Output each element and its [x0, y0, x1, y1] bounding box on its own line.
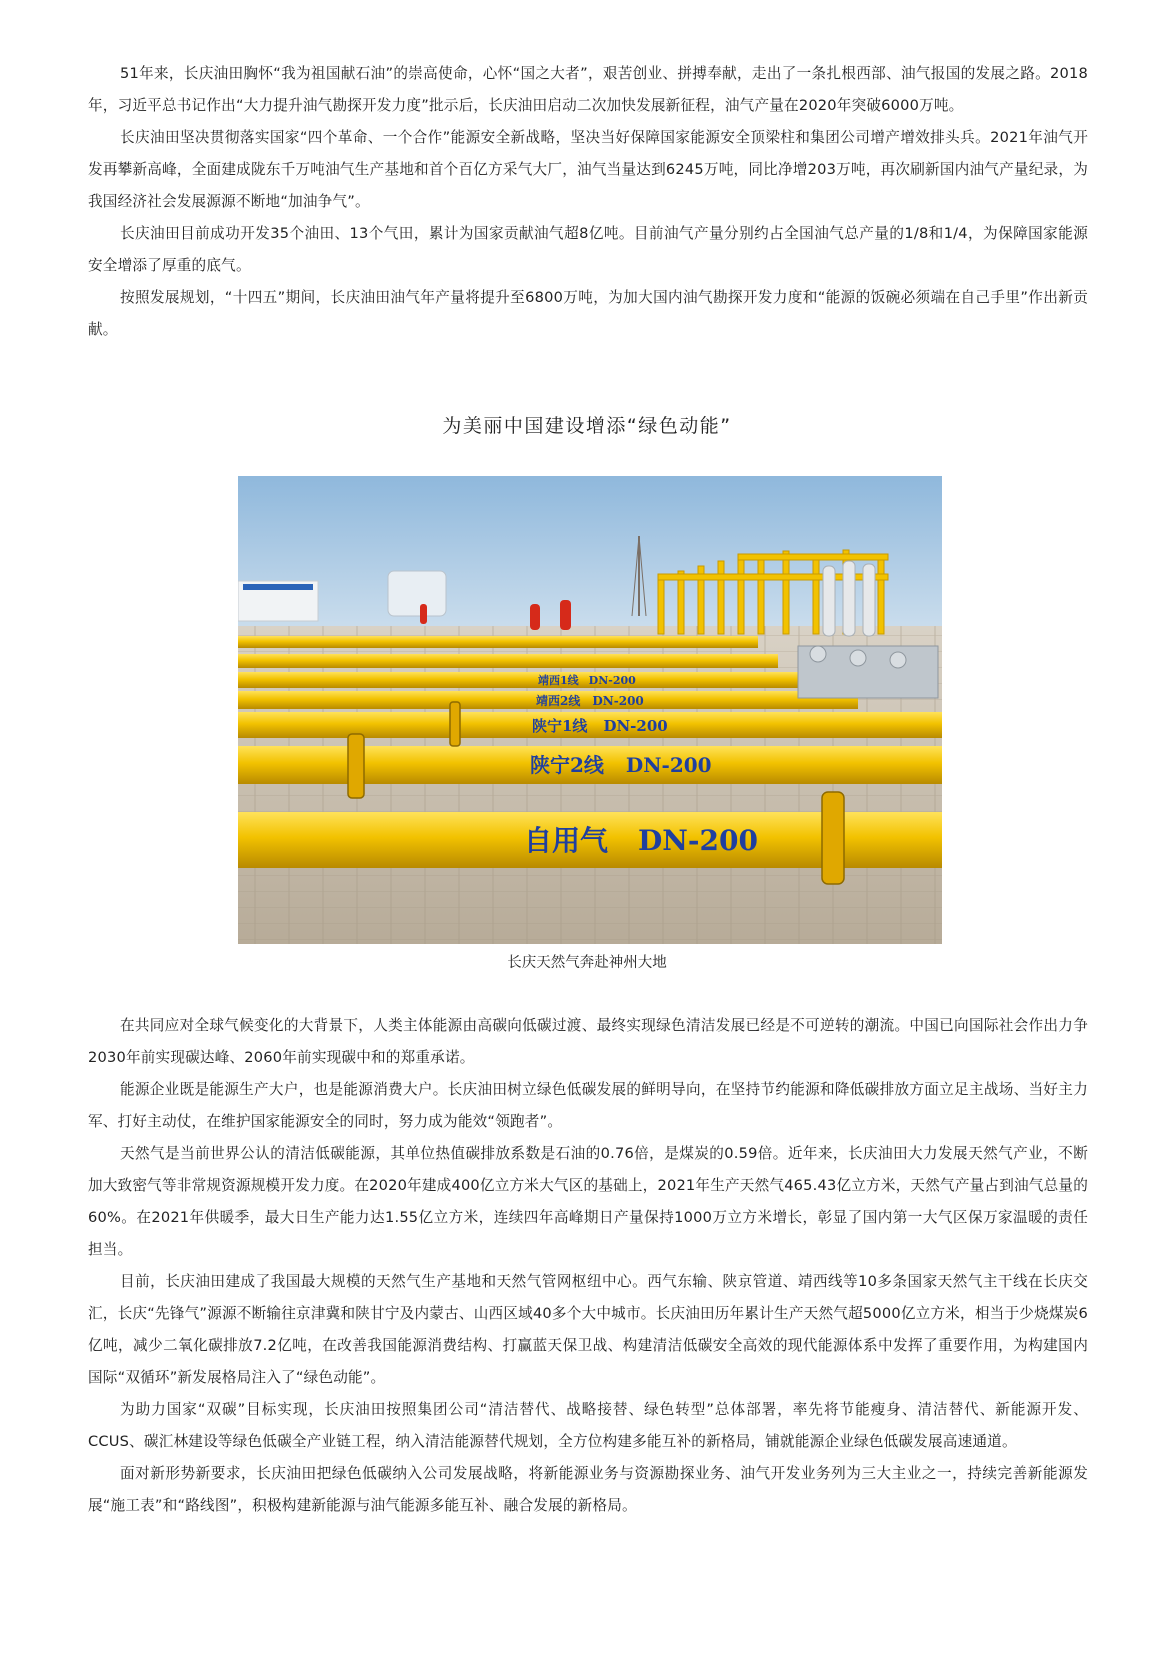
pipeline-photo	[238, 476, 942, 944]
photo-caption: 长庆天然气奔赴神州大地	[507, 955, 667, 971]
body-paragraph-6: 面对新形势新要求，长庆油田把绿色低碳纳入公司发展战略，将新能源业务与资源勘探业务、油气开发业务列为三大主业之一，持续完善新能源发展“施工表”和“路线图”，积极构建新能源与油气能源多能互补、融合发展的新格局。	[88, 1465, 1088, 1514]
body-paragraph-3: 天然气是当前世界公认的清洁低碳能源，其单位热值碳排放系数是石油的0.76倍，是煤炭的0.59倍。近年来，长庆油田大力发展天然气产业，不断加大致密气等非常规资源规模开发力度。在2020年建成400亿立方米大气区的基础上，2021年生产天然气465.43亿立方米，天然气产量占到油气总量的60%。在2021年供暖季，最大日生产能力达1.55亿立方米，连续四年高峰期日产量保持1000万立方米增长，彰显了国内第一大气区保万家温暖的责任担当。	[88, 1145, 1088, 1258]
section-heading: 为美丽中国建设增添“绿色动能”	[442, 415, 732, 437]
pipe-label-shanning1: 陕宁1线 DN-200	[532, 717, 668, 735]
pipe-label-jingxi1: 靖西1线 DN-200	[538, 674, 636, 687]
intro-text-block	[88, 58, 1088, 346]
body-paragraph-1: 在共同应对全球气候变化的大背景下，人类主体能源由高碳向低碳过渡、最终实现绿色清洁发展已经是不可逆转的潮流。中国已向国际社会作出力争2030年前实现碳达峰、2060年前实现碳中和的郑重承诺。	[88, 1017, 1088, 1066]
intro-paragraph-4: 按照发展规划，“十四五”期间，长庆油田油气年产量将提升至6800万吨，为加大国内油气勘探开发力度和“能源的饭碗必须端在自己手里”作出新贡献。	[88, 289, 1088, 338]
pipe-label-ziyong: 自用气 DN-200	[524, 824, 758, 857]
body-text-block	[88, 1010, 1088, 1522]
intro-paragraph-2: 长庆油田坚决贯彻落实国家“四个革命、一个合作”能源安全新战略，坚决当好保障国家能源安全顶梁柱和集团公司增产增效排头兵。2021年油气开发再攀新高峰，全面建成陇东千万吨油气生产基地和首个百亿方采气大厂，油气当量达到6245万吨，同比净增203万吨，再次刷新国内油气产量纪录，为我国经济社会发展源源不断地“加油争气”。	[88, 129, 1088, 210]
pipe-label-shanning2: 陕宁2线 DN-200	[530, 753, 712, 777]
body-paragraph-4: 目前，长庆油田建成了我国最大规模的天然气生产基地和天然气管网枢纽中心。西气东输、陕京管道、靖西线等10多条国家天然气主干线在长庆交汇，长庆“先锋气”源源不断输往京津冀和陕甘宁及内蒙古、山西区域40多个大中城市。长庆油田历年累计生产天然气超5000亿立方米，相当于少烧煤炭6亿吨，减少二氧化碳排放7.2亿吨，在改善我国能源消费结构、打赢蓝天保卫战、构建清洁低碳安全高效的现代能源体系中发挥了重要作用，为构建国内国际“双循环”新发展格局注入了“绿色动能”。	[88, 1273, 1088, 1386]
pipe-label-jingxi2: 靖西2线 DN-200	[536, 694, 644, 708]
intro-paragraph-3: 长庆油田目前成功开发35个油田、13个气田，累计为国家贡献油气超8亿吨。目前油气产量分别约占全国油气总产量的1/8和1/4，为保障国家能源安全增添了厚重的底气。	[88, 225, 1088, 274]
intro-paragraph-1: 51年来，长庆油田胸怀“我为祖国献石油”的崇高使命，心怀“国之大者”，艰苦创业、拼搏奉献，走出了一条扎根西部、油气报国的发展之路。2018年，习近平总书记作出“大力提升油气勘探开发力度”批示后，长庆油田启动二次加快发展新征程，油气产量在2020年突破6000万吨。	[88, 65, 1088, 114]
body-paragraph-2: 能源企业既是能源生产大户，也是能源消费大户。长庆油田树立绿色低碳发展的鲜明导向，在坚持节约能源和降低碳排放方面立足主战场、当好主力军、打好主动仗，在维护国家能源安全的同时，努力成为能效“领跑者”。	[88, 1081, 1088, 1130]
body-paragraph-5: 为助力国家“双碳”目标实现，长庆油田按照集团公司“清洁替代、战略接替、绿色转型”总体部署，率先将节能瘦身、清洁替代、新能源开发、CCUS、碳汇林建设等绿色低碳全产业链工程，纳入清洁能源替代规划，全方位构建多能互补的新格局，铺就能源企业绿色低碳发展高速通道。	[88, 1401, 1088, 1450]
pipeline-photo-illustration	[238, 476, 942, 944]
